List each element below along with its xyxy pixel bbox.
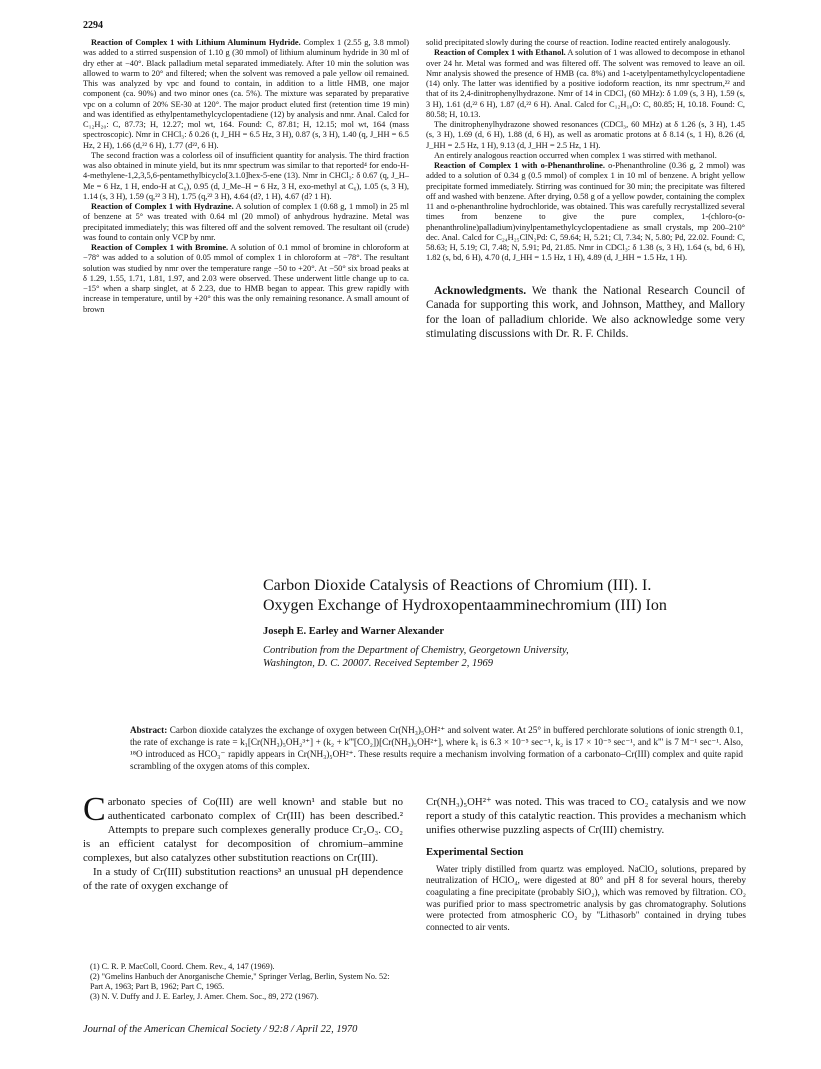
article-title bbox=[263, 576, 763, 616]
paragraph-heading: Reaction of Complex 1 with Ethanol. bbox=[434, 48, 566, 58]
paragraph-text: A solution of complex 1 (0.68 g, 1 mmol) in 25 ml of benzene at 5° was treated with 0.64 ml (20 mmol) of anhydrous hydrazine. Metal was precipitated immediately; this was filtered off and the solvent removed. The resultant oil (crude) was found to contain only VCP by nmr. bbox=[83, 202, 409, 242]
paragraph-heading: Reaction of Complex 1 with Bromine. bbox=[91, 243, 229, 252]
title-line-2: Oxygen Exchange of Hydroxopentaamminechromium (III) Ion bbox=[263, 597, 667, 614]
paragraph-text: A solution of 0.1 mmol of bromine in chloroform at −78° was added to a solution of 0.05 mmol of complex 1 in chloroform at −78°. The resultant solution was studied by nmr over the temperature range −50 to +20°. At −50° six broad peaks at δ 1.29, 1.55, 1.71, 1.81, 1.97, and 2.03 were observed. These underwent little change up to ca. −15° when a sharp singlet, at δ 2.23, due to HMB began to appear. This grew rapidly with increase in temperature, until by +20° this was the only remaining resonance. A small amount of brown bbox=[83, 243, 409, 314]
intro-text: arbonato species of Co(III) are well known¹ and stable but no authenticated carbonato complex of Cr(III) has been described.² Attempts to prepare such complexes generally produce Cr₂O₃. CO₂ is an efficient catalyst for decomposition of chromium–ammine complexes, but also catalyzes other substitution reactions on Cr(III). bbox=[83, 796, 403, 865]
paragraph-ethanol bbox=[426, 48, 745, 120]
right-column-top bbox=[426, 38, 745, 342]
journal-footer: Journal of the American Chemical Society / 92:8 / April 22, 1970 bbox=[83, 1024, 358, 1035]
footnote: (1) C. R. P. MacColl, Coord. Chem. Rev., 4, 147 (1969). bbox=[90, 962, 275, 971]
experimental-section bbox=[426, 865, 746, 935]
abstract bbox=[130, 725, 743, 773]
page-number: 2294 bbox=[83, 20, 103, 31]
paragraph-hydrazine bbox=[83, 202, 409, 243]
paragraph-bromine bbox=[83, 243, 409, 315]
body-paragraph: Cr(NH₃)₅OH²⁺ was noted. This was traced to CO₂ catalysis and we now report a study of this catalytic reaction. This provides a mechanism which unifies otherwise puzzling aspects of Cr(III) chemistry. bbox=[426, 796, 746, 837]
paragraph-second-fraction: The second fraction was a colorless oil of insufficient quantity for analysis. The third fraction was also obtained in minute yield, but its nmr spectrum was similar to that reported⁴ for endo-H-4-methylene-1,2,3,5,6-pentamethylbicyclo[3.1.0]hex-5-ene (13). Nmr in CHCl₃: δ 0.67 (q, J_H–Me = 6 Hz, 1 H, endo-H at C₆), 0.95 (d, J_Me–H = 6 Hz, 3 H, exo-methyl at C₆), 1.05 (s, 3 H), 1.14 (s, 3 H), 1.59 (q,²² 3 H), 1.75 (q,²² 3 H), 4.64 (d?, 1 H), 4.67 (d? 1 H). bbox=[83, 150, 409, 201]
article-header bbox=[263, 576, 763, 671]
abstract-text: Carbon dioxide catalyzes the exchange of oxygen between Cr(NH₃)₅OH²⁺ and solvent water. At 25° in buffered perchlorate solutions of ionic strength 0.1, the rate of exchange is rate = k₁[Cr(NH₃)₅OH₂³⁺] + (k₂ + k'''[CO₂])[Cr(NH₃)₅OH²⁺], where k₁ is 6.3 × 10⁻⁵ sec⁻¹, k₂ is 17 × 10⁻⁵ sec⁻¹, and k''' is 7 M⁻¹ sec⁻¹. Also, ¹⁸O introduced as HCO₃⁻ rapidly appears in Cr(NH₃)₅OH²⁺. These results require a mechanism involving formation of a carbonato–Cr(III) complex and quite rapid scrambling of the oxygen atoms of this complex. bbox=[130, 725, 743, 771]
abstract-label: Abstract: bbox=[130, 725, 168, 735]
body-right-column bbox=[426, 795, 746, 935]
paragraph-text: A solution of 1 was allowed to decompose in ethanol over 24 hr. Metal was formed and was filtered off. The solvent was removed to leave an oil. Nmr analysis showed the presence of HMB (ca. 8%) and 1-acetylpentamethylcyclopentadiene (14) only. The latter was identified by a positive iodoform reaction, its nmr spectrum,²² and that of its 2,4-dinitrophenylhydrazone. Nmr of 14 in CDCl₃ (60 MHz): δ 1.09 (s, 3 H), 1.59 (s, 3 H), 1.61 (d,²² 6 H), 1.87 (d,²² 6 H). Anal. Calcd for C₁₂H₁₈O: C, 80.85; H, 10.18. Found: C, 80.58; H, 10.13. bbox=[426, 48, 745, 119]
body-paragraph: In a study of Cr(III) substitution reactions³ an unusual pH dependence of the rate of oxygen exchange of bbox=[83, 866, 403, 893]
paragraph-continued: solid precipitated slowly during the course of reaction. Iodine reacted entirely analogously. bbox=[426, 38, 731, 47]
title-line-1: Carbon Dioxide Catalysis of Reactions of Chromium (III). I. bbox=[263, 577, 652, 594]
drop-cap: C bbox=[83, 791, 106, 828]
experimental-text: Water triply distilled from quartz was employed. NaClO₄ solutions, prepared by neutralization of HClO₄, were digested at 80° and pH 8 for several hours, thereby coagulating a fine precipitate (probably SiO₂), which was removed by filtration. CO₂ was purified prior to mass spectrometric analysis by gas chromatography. Solutions were protected from atmospheric CO₂ by "Lithasorb" contained in drying tubes connected to air vents. bbox=[426, 864, 746, 933]
left-column-top bbox=[83, 38, 409, 315]
acknowledgments-heading: Acknowledgments. bbox=[434, 284, 527, 297]
paragraph-methanol: An entirely analogous reaction occurred when complex 1 was stirred with methanol. bbox=[434, 150, 717, 160]
paragraph-phenanthroline bbox=[426, 161, 745, 264]
paragraph-heading: Reaction of Complex 1 with Hydrazine. bbox=[91, 202, 234, 211]
footnote: (2) "Gmelins Hanbuch der Anorganische Chemie," Springer Verlag, Berlin, System No. 52: Part A, 1963; Part B, 1962; Part C, 1965. bbox=[90, 972, 390, 991]
paragraph-text: Complex 1 (2.55 g, 3.8 mmol) was added to a stirred suspension of 1.10 g (30 mmol) of lithium aluminum hydride in 30 ml of dry ether at −40°. Black palladium metal separated immediately. After 10 min the solution was allowed to warm to 20° and filtered; when the solvent was removed a pale yellow oil remained. This was analyzed by vpc and found to contain, in addition to a little HMB, one major component (ca. 90%) and two minor ones (ca. 5%). The mixture was separated by preparative vpc on a column of 20% SE-30 at 120°. The major product eluted first (retention time 19 min) and was identified as ethylpentamethylcyclopentadiene (12) by analysis and nmr. Anal. Calcd for C₁₂H₂₀: C, 87.73; H, 12.27; mol wt, 164. Found: C, 87.81; H, 12.15; mol wt, 164 (mass spectroscopic). Nmr in CHCl₃: δ 0.26 (t, J_HH = 6.5 Hz, 3 H), 0.87 (s, 3 H), 1.40 (q, J_HH = 6.5 Hz, 2 H), 1.66 (d,²² 6 H), 1.77 (d²², 6 H). bbox=[83, 38, 410, 150]
acknowledgments-text: We thank the National Research Council of Canada for supporting this work, and Johnson, Matthey, and Mallory for the loan of palladium chloride. We also acknowledge some very stimulating discussions with Dr. R. F. Childs. bbox=[426, 284, 745, 341]
affiliation bbox=[263, 644, 763, 671]
affiliation-line-2: Washington, D. C. 20007. Received September 2, 1969 bbox=[263, 658, 493, 670]
acknowledgments bbox=[426, 284, 745, 343]
body-left-column bbox=[83, 791, 403, 893]
experimental-heading: Experimental Section bbox=[426, 847, 524, 859]
authors: Joseph E. Earley and Warner Alexander bbox=[263, 626, 445, 637]
footnotes bbox=[90, 962, 403, 1002]
paragraph-lah bbox=[83, 38, 409, 151]
intro-paragraph bbox=[83, 791, 403, 865]
affiliation-line-1: Contribution from the Department of Chemistry, Georgetown University, bbox=[263, 645, 569, 656]
footnote: (3) N. V. Duffy and J. E. Earley, J. Amer. Chem. Soc., 89, 272 (1967). bbox=[90, 992, 319, 1001]
paragraph-text: o-Phenanthroline (0.36 g, 2 mmol) was added to a solution of 0.34 g (0.5 mmol) of complex 1 in 10 ml of benzene. A bright yellow precipitate formed immediately. Stirring was continued for 30 min; the precipitate was filtered off and washed with benzene. After drying, 0.58 g of a yellow powder, containing the complex 11 and o-phenanthroline hydrochloride, was obtained. This was carefully recrystallized several times from benzene to give the pure complex, 1-(chloro-(o-phenanthroline)palladium)vinylpentamethylcyclopentadiene as small crystals, mp 200–210° dec. Anal. Calcd for C₂₄H₂₅ClN₂Pd: C, 59.64; H, 5.21; Cl, 7.34; N, 5.80; Pd, 22.02. Found: C, 58.63; H, 5.19; Cl, 7.48; N, 5.91; Pd, 21.85. Nmr in CDCl₃: δ 1.38 (s, 3 H), 1.64 (s, bd, 6 H), 1.82 (s, bd, 6 H), 4.70 (d, J_HH = 1.5 Hz, 1 H), 4.89 (d, J_HH = 1.5 Hz, 1 H). bbox=[426, 161, 745, 263]
paragraph-heading: Reaction of Complex 1 with Lithium Aluminum Hydride. bbox=[91, 38, 301, 47]
paragraph-dnp: The dinitrophenylhydrazone showed resonances (CDCl₃, 60 MHz) at δ 1.26 (s, 3 H), 1.45 (s, 3 H), 1.69 (d, 6 H), 1.88 (d, 6 H), as well as aromatic protons at δ 8.14 (s, 1 H), 8.26 (d, J_HH = 2.5 Hz, 1 H), 9.13 (d, J_HH = 2.5 Hz, 1 H). bbox=[426, 120, 745, 150]
paragraph-heading: Reaction of Complex 1 with o-Phenanthroline. bbox=[434, 161, 605, 170]
